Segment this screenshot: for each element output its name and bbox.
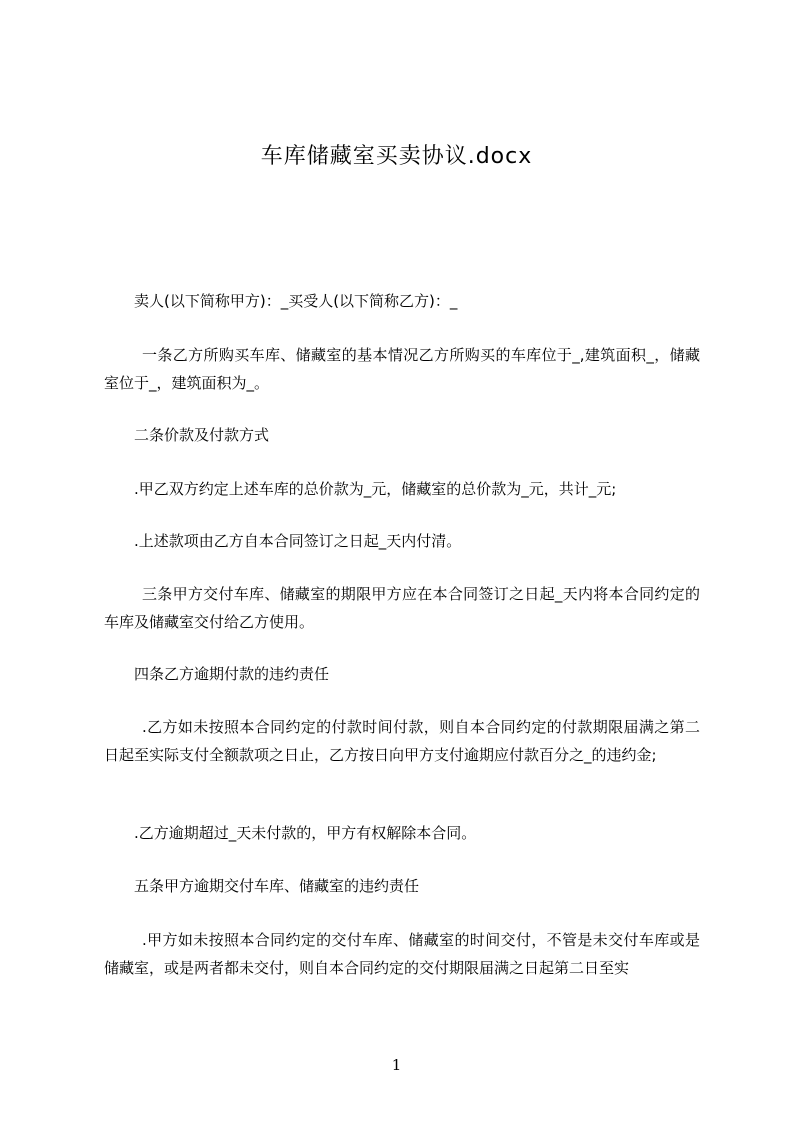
paragraph-article-2-item-1: .甲乙双方约定上述车库的总价款为_元，储藏室的总价款为_元，共计_元; xyxy=(134,480,617,498)
paragraph-article-5-heading: 五条甲方逾期交付车库、储藏室的违约责任 xyxy=(134,877,420,895)
paragraph-article-4-item-2: .乙方逾期超过_天未付款的，甲方有权解除本合同。 xyxy=(134,824,477,842)
paragraph-parties: 卖人(以下简称甲方)：_买受人(以下简称乙方)：_ xyxy=(134,292,458,310)
paragraph-article-2-heading: 二条价款及付款方式 xyxy=(134,426,270,444)
paragraph-article-1: 一条乙方所购买车库、储藏室的基本情况乙方所购买的车库位于_,建筑面积_，储藏室位于_，建筑面积为_。 xyxy=(104,346,700,392)
paragraph-article-2-item-2: .上述款项由乙方自本合同签订之日起_天内付清。 xyxy=(134,532,462,550)
paragraph-article-3: 三条甲方交付车库、储藏室的期限甲方应在本合同签订之日起_天内将本合同约定的车库及储藏室交付给乙方使用。 xyxy=(104,585,700,631)
paragraph-article-4-item-1: .乙方如未按照本合同约定的付款时间付款，则自本合同约定的付款期限届满之第二日起至实际支付全额款项之日止，乙方按日向甲方支付逾期应付款百分之_的违约金; xyxy=(104,718,700,764)
paragraph-article-5-item-1: .甲方如未按照本合同约定的交付车库、储藏室的时间交付，不管是未交付车库或是储藏室，或是两者都未交付，则自本合同约定的交付期限届满之日起第二日至实 xyxy=(104,931,700,977)
page-number: 1 xyxy=(391,1056,402,1074)
document-title: 车库储藏室买卖协议.docx xyxy=(260,144,533,169)
paragraph-article-4-heading: 四条乙方逾期付款的违约责任 xyxy=(134,665,330,683)
